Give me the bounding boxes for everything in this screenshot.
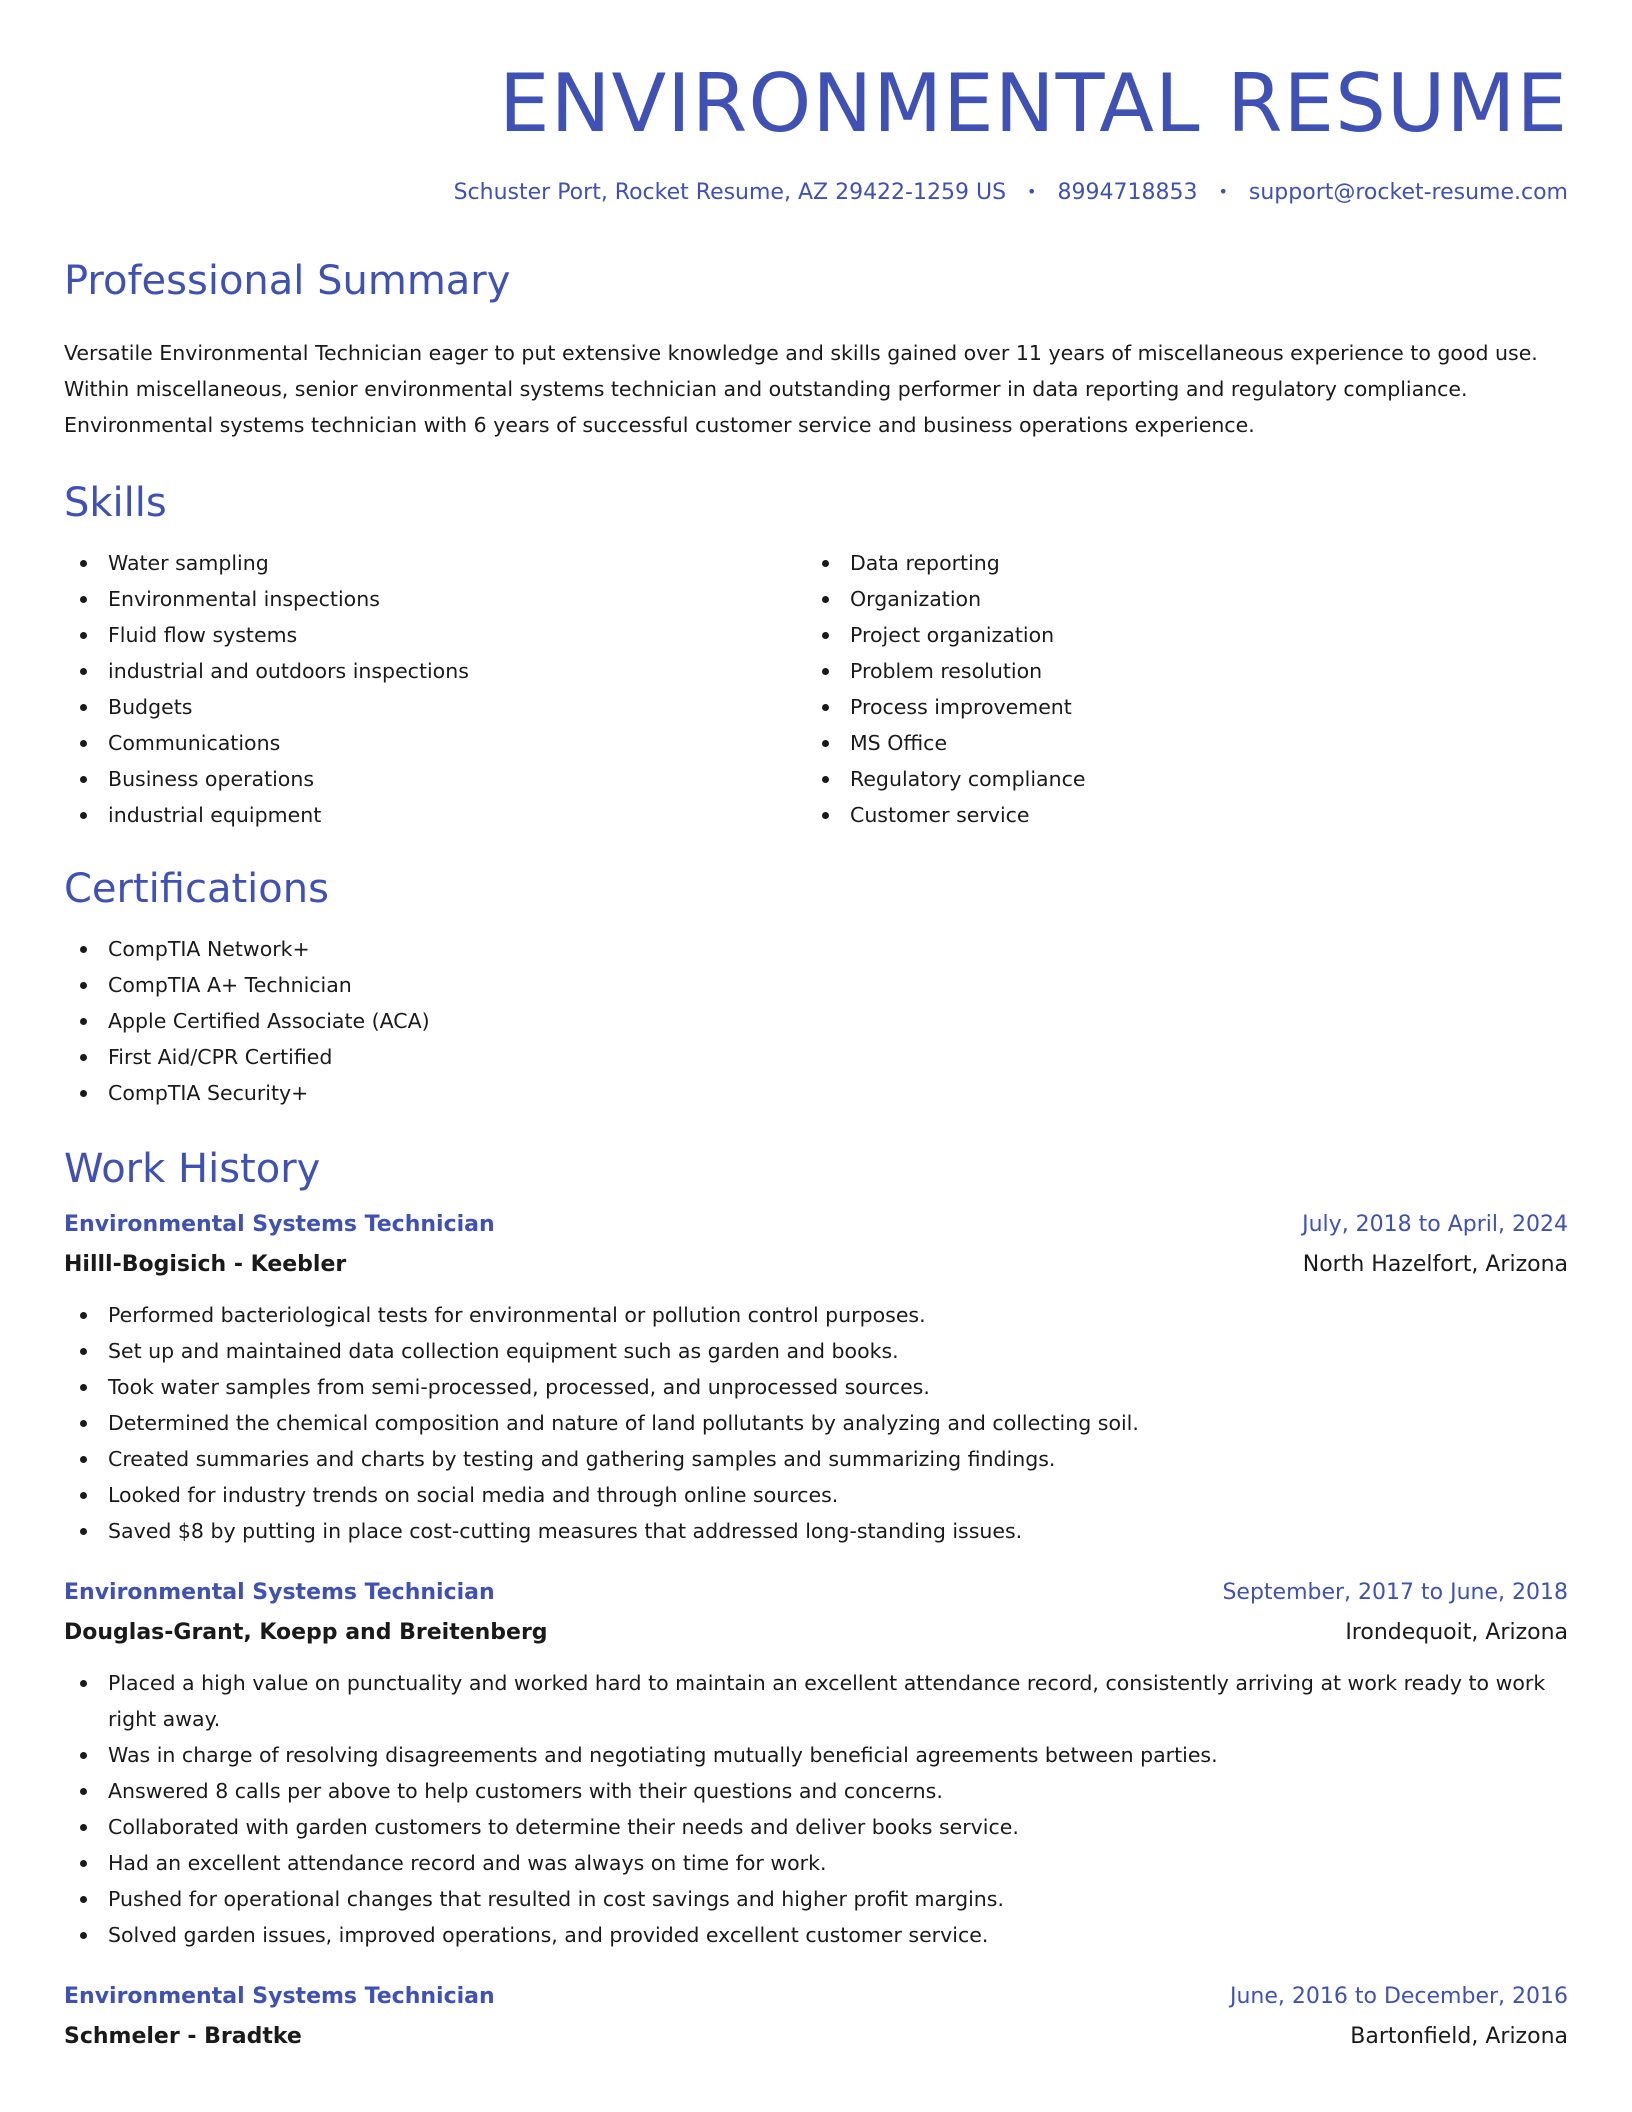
job-title-row xyxy=(64,1977,1568,2017)
list-item: Organization xyxy=(806,581,1548,617)
skills-heading: Skills xyxy=(64,480,167,526)
contact-line xyxy=(64,180,1568,205)
list-item: Answered 8 calls per above to help customers with their questions and concerns. xyxy=(64,1773,1568,1809)
certifications-section xyxy=(64,866,1568,1111)
list-item: industrial and outdoors inspections xyxy=(64,653,806,689)
skills-right-list xyxy=(806,545,1548,833)
job-company: Schmeler - Bradtke xyxy=(64,2024,302,2049)
job-title: Environmental Systems Technician xyxy=(64,1212,495,1237)
list-item: Problem resolution xyxy=(806,653,1548,689)
certifications-list xyxy=(64,931,1568,1111)
contact-email[interactable]: support@rocket-resume.com xyxy=(1248,180,1568,205)
job-company-row xyxy=(64,1245,1568,1285)
skills-grid xyxy=(64,545,1568,833)
job-company-row xyxy=(64,1613,1568,1653)
skills-left-list xyxy=(64,545,806,833)
skills-right-column xyxy=(806,545,1548,833)
list-item: Water sampling xyxy=(64,545,806,581)
job-title-row xyxy=(64,1205,1568,1245)
job-company: Hilll-Bogisich - Keebler xyxy=(64,1252,347,1277)
list-item: Customer service xyxy=(806,797,1548,833)
contact-phone[interactable]: 8994718853 xyxy=(1057,180,1198,205)
job-location: Irondequoit, Arizona xyxy=(1345,1620,1568,1645)
list-item: CompTIA Security+ xyxy=(64,1075,1568,1111)
resume-header xyxy=(64,57,1568,205)
job-entry xyxy=(64,1977,1568,2057)
work-history-section xyxy=(64,1146,1568,2057)
job-entry xyxy=(64,1573,1568,1953)
list-item: Was in charge of resolving disagreements and negotiating mutually beneficial agreements between parties. xyxy=(64,1737,1568,1773)
list-item: Budgets xyxy=(64,689,806,725)
job-location: North Hazelfort, Arizona xyxy=(1302,1252,1568,1277)
summary-heading: Professional Summary xyxy=(64,258,511,304)
list-item: First Aid/CPR Certified xyxy=(64,1039,1568,1075)
job-title: Environmental Systems Technician xyxy=(64,1984,495,2009)
list-item: Set up and maintained data collection equipment such as garden and books. xyxy=(64,1333,1568,1369)
work-history-heading: Work History xyxy=(64,1146,321,1192)
contact-address: Schuster Port, Rocket Resume, AZ 29422-1259 US xyxy=(453,180,1007,205)
list-item: Communications xyxy=(64,725,806,761)
job-title-row xyxy=(64,1573,1568,1613)
resume-name: ENVIRONMENTAL RESUME xyxy=(499,57,1568,150)
list-item: industrial equipment xyxy=(64,797,806,833)
list-item: Performed bacteriological tests for environmental or pollution control purposes. xyxy=(64,1297,1568,1333)
skills-section xyxy=(64,480,1568,833)
job-location: Bartonfield, Arizona xyxy=(1350,2024,1568,2049)
list-item: Data reporting xyxy=(806,545,1548,581)
list-item: Solved garden issues, improved operations, and provided excellent customer service. xyxy=(64,1917,1568,1953)
list-item: Apple Certified Associate (ACA) xyxy=(64,1003,1568,1039)
separator-dot: • xyxy=(1027,182,1037,201)
list-item: Environmental inspections xyxy=(64,581,806,617)
job-entry xyxy=(64,1205,1568,1549)
list-item: Fluid flow systems xyxy=(64,617,806,653)
job-company: Douglas-Grant, Koepp and Breitenberg xyxy=(64,1620,548,1645)
list-item: Process improvement xyxy=(806,689,1548,725)
list-item: Determined the chemical composition and nature of land pollutants by analyzing and collecting soil. xyxy=(64,1405,1568,1441)
certifications-heading: Certifications xyxy=(64,866,329,912)
summary-text: Versatile Environmental Technician eager to put extensive knowledge and skills gained over 11 years of miscellaneous experience to good use. Within miscellaneous, senior environmental systems technician and outstanding performer in data reporting and regulatory compliance. Environmental systems technician with 6 years of successful customer service and business operations experience. xyxy=(64,341,1538,437)
list-item: Placed a high value on punctuality and worked hard to maintain an excellent attendance record, consistently arriving at work ready to work right away. xyxy=(64,1665,1568,1737)
job-bullets xyxy=(64,1297,1568,1549)
jobs-list xyxy=(64,1205,1568,2057)
separator-dot: • xyxy=(1218,182,1228,201)
list-item: CompTIA Network+ xyxy=(64,931,1568,967)
job-dates: September, 2017 to June, 2018 xyxy=(1222,1580,1568,1605)
list-item: Had an excellent attendance record and was always on time for work. xyxy=(64,1845,1568,1881)
list-item: Business operations xyxy=(64,761,806,797)
list-item: Collaborated with garden customers to determine their needs and deliver books service. xyxy=(64,1809,1568,1845)
job-dates: June, 2016 to December, 2016 xyxy=(1229,1984,1568,2009)
list-item: Took water samples from semi-processed, processed, and unprocessed sources. xyxy=(64,1369,1568,1405)
list-item: CompTIA A+ Technician xyxy=(64,967,1568,1003)
list-item: Pushed for operational changes that resulted in cost savings and higher profit margins. xyxy=(64,1881,1568,1917)
list-item: MS Office xyxy=(806,725,1548,761)
list-item: Regulatory compliance xyxy=(806,761,1548,797)
list-item: Created summaries and charts by testing and gathering samples and summarizing findings. xyxy=(64,1441,1568,1477)
list-item: Saved $8 by putting in place cost-cutting measures that addressed long-standing issues. xyxy=(64,1513,1568,1549)
skills-left-column xyxy=(64,545,806,833)
list-item: Looked for industry trends on social media and through online sources. xyxy=(64,1477,1568,1513)
resume-page xyxy=(64,0,1568,2057)
list-item: Project organization xyxy=(806,617,1548,653)
job-title: Environmental Systems Technician xyxy=(64,1580,495,1605)
summary-section xyxy=(64,258,1568,443)
job-dates: July, 2018 to April, 2024 xyxy=(1302,1212,1568,1237)
job-company-row xyxy=(64,2017,1568,2057)
job-bullets xyxy=(64,1665,1568,1953)
